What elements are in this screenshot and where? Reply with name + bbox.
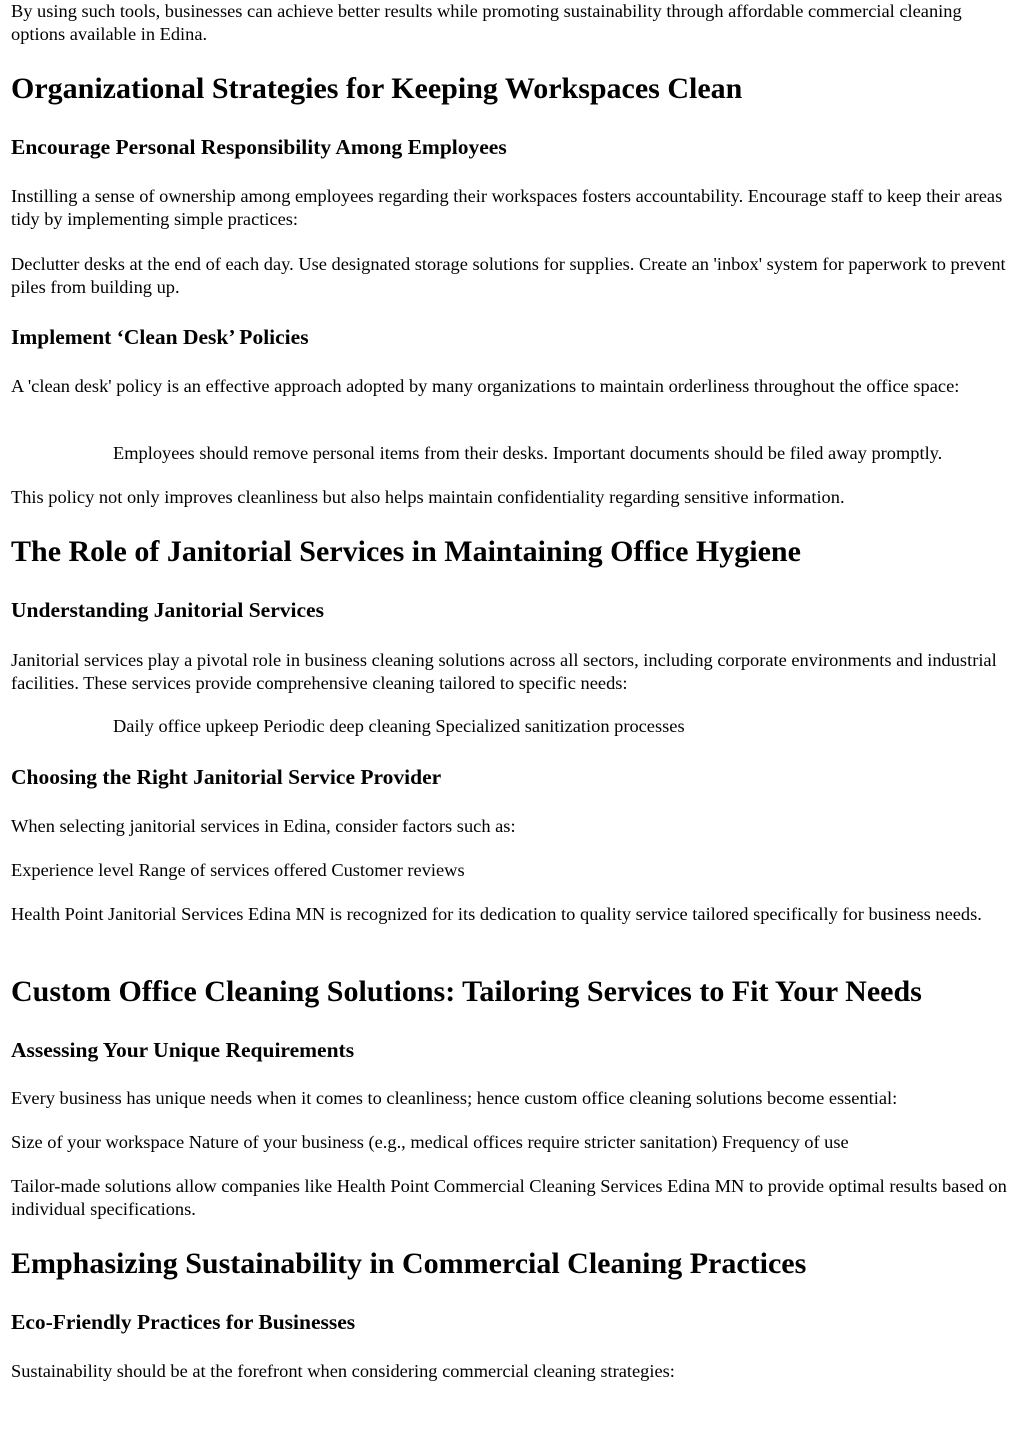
paragraph-health-point-janitorial: Health Point Janitorial Services Edina MN is recognized for its dedication to quality service tailored specifically for business needs. [11,904,982,924]
paragraph-requirements-list: Size of your workspace Nature of your business (e.g., medical offices require stricter sanitation) Frequency of use [11,1132,849,1152]
section-heading-janitorial-services: The Role of Janitorial Services in Maintaining Office Hygiene [11,535,801,568]
paragraph-sustainability: Sustainability should be at the forefront when considering commercial cleaning strategies: [11,1361,675,1381]
paragraph-tailor-made: Tailor-made solutions allow companies like Health Point Commercial Cleaning Services Edina MN to provide optimal results based on individual specifications. [11,1176,1007,1219]
section-heading-organizational-strategies: Organizational Strategies for Keeping Workspaces Clean [11,72,743,105]
paragraph-declutter: Declutter desks at the end of each day. Use designated storage solutions for supplies. Create an 'inbox' system for paperwork to prevent piles from building up. [11,254,1006,297]
subheading-personal-responsibility: Encourage Personal Responsibility Among Employees [11,135,507,159]
paragraph-confidentiality: This policy not only improves cleanliness but also helps maintain confidentiality regarding sensitive information. [11,487,845,507]
paragraph-selecting-factors: When selecting janitorial services in Edina, consider factors such as: [11,816,516,836]
subheading-clean-desk: Implement ‘Clean Desk’ Policies [11,325,309,349]
paragraph-unique-needs: Every business has unique needs when it comes to cleanliness; hence custom office cleaning solutions become essential: [11,1088,898,1108]
section-heading-custom-cleaning: Custom Office Cleaning Solutions: Tailoring Services to Fit Your Needs [11,975,922,1008]
paragraph-janitorial-role: Janitorial services play a pivotal role in business cleaning solutions across all sectors, including corporate environments and industrial facilities. These services provide comprehensive cleaning tailored to specific needs: [11,650,997,693]
subheading-assessing-requirements: Assessing Your Unique Requirements [11,1038,355,1062]
paragraph-ownership: Instilling a sense of ownership among employees regarding their workspaces fosters accountability. Encourage staff to keep their areas tidy by implementing simple practices: [11,186,1003,229]
subheading-choosing-provider: Choosing the Right Janitorial Service Provider [11,765,442,789]
quote-clean-desk-items: Employees should remove personal items from their desks. Important documents should be filed away promptly. [113,443,943,463]
paragraph-factors-list: Experience level Range of services offered Customer reviews [11,860,465,880]
quote-janitorial-services-list: Daily office upkeep Periodic deep cleaning Specialized sanitization processes [113,716,685,736]
subheading-understanding-janitorial: Understanding Janitorial Services [11,598,324,622]
paragraph-clean-desk-policy: A 'clean desk' policy is an effective approach adopted by many organizations to maintain orderliness throughout the office space: [11,376,960,396]
section-heading-sustainability: Emphasizing Sustainability in Commercial Cleaning Practices [11,1247,807,1280]
intro-paragraph: By using such tools, businesses can achieve better results while promoting sustainability through affordable commercial cleaning options available in Edina. [11,1,962,44]
subheading-eco-friendly: Eco-Friendly Practices for Businesses [11,1310,356,1334]
